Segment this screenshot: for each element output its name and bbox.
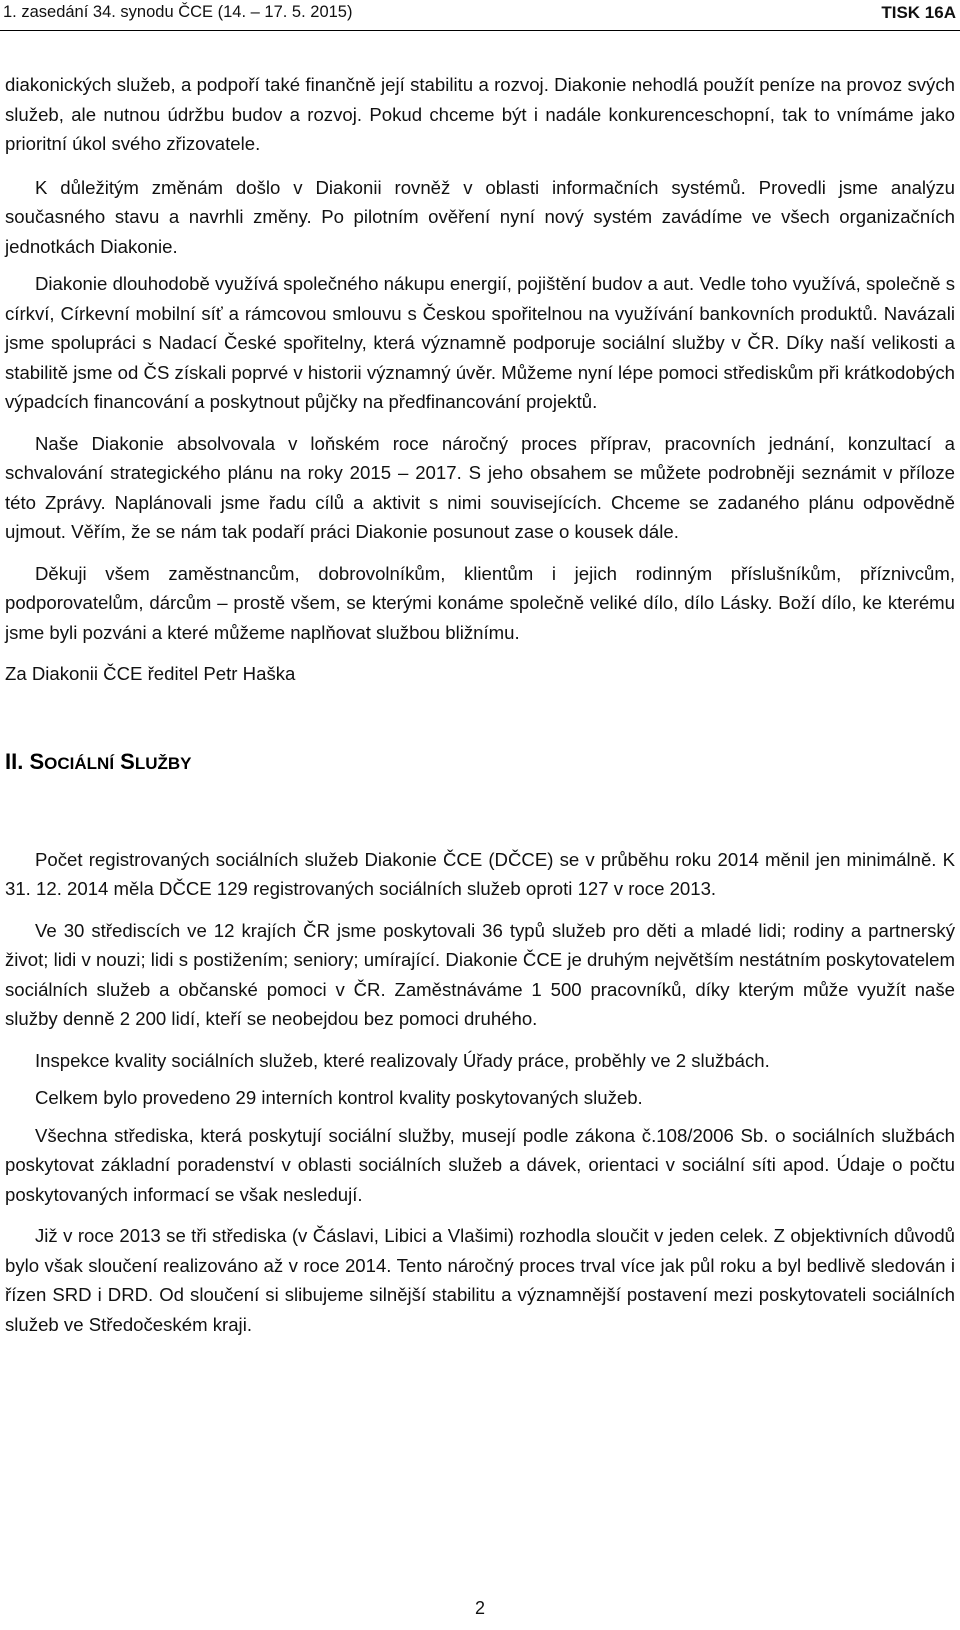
page-number: 2 (474, 1598, 485, 1618)
paragraph-information-systems: K důležitým změnám došlo v Diakonii rovněž v oblasti informačních systémů. Provedli jsme analýzu současného stavu a navrhli změny. Po pilotním ověření nyní nový systém zavádíme ve všech organizačních jednotkách Diakonie. (5, 176, 955, 257)
paragraph-basic-counselling: Všechna střediska, která poskytují sociální služby, musejí podle zákona č.108/2006 Sb. o sociálních službách poskytovat základní poradenství v oblasti sociálních služeb a dávek, orientaci v sociální síti apod. Údaje o počtu poskytovaných informací se však nesledují. (5, 1124, 955, 1205)
section-title-initial-2: S (120, 748, 135, 774)
signature: Za Diakonii ČCE ředitel Petr Haška (5, 663, 296, 684)
section-title-initial-1: S (29, 748, 45, 774)
paragraph-continuation: diakonických služeb, a podpoří také finančně její stabilitu a rozvoj. Diakonie nehodlá použít peníze na provoz svých služeb, ale nutnou údržbu budov a rozvoj. Pokud chceme být i nadále konkurenceschopní, tak to vnímáme jako prioritní úkol svého zřizovatele. (5, 74, 955, 154)
header-document-id: TISK 16A (881, 3, 956, 22)
paragraph-thanks: Děkuji všem zaměstnancům, dobrovolníkům, klientům i jejich rodinným příslušníkům, příznivcům, podporovatelům, dárcům – prostě všem, se kterými konáme společně veliké dílo, dílo Lásky. Boží dílo, ke kterému jsme byli pozváni a které můžeme naplňovat službou bližnímu. (5, 562, 955, 643)
section-title-rest-1: OCIÁLNÍ (44, 753, 115, 773)
paragraph-joint-purchasing: Diakonie dlouhodobě využívá společného nákupu energií, pojištění budov a aut. Vedle toho využívá, společně s církví, Církevní mobilní síť a rámcovou smlouvu s Českou spořitelnou na využívání bankovních produktů. Navázali jsme spolupráci s Nadací České spořitelny, která významně podporuje sociální služby v ČR. Díky naší velikosti a stabilitě jsme od ČS získali poprvé v historii významný úvěr. Můžeme nyní lépe pomoci střediskům při krátkodobých výpadcích financování a poskytnout půjčky na předfinancování projektů. (5, 273, 955, 412)
section-title-rest-2: LUŽBY (134, 753, 192, 773)
page-header (0, 0, 960, 31)
paragraph-strategic-plan: Naše Diakonie absolvovala v loňském roce náročný proces příprav, pracovních jednání, konzultací a schvalování strategického plánu na roky 2015 – 2017. S jeho obsahem se můžete podrobněji seznámit v příloze této Zprávy. Naplánovali jsme řadu cílů a aktivit s nimi souvisejících. Chceme se zadaného plánu odpovědně ujmout. Věřím, že se nám tak podaří práci Diakonie posunout zase o kousek dále. (5, 432, 955, 542)
header-meeting-title: 1. zasedání 34. synodu ČCE (14. – 17. 5. 2015) (3, 3, 353, 21)
section-title (29, 749, 191, 774)
paragraph-merger: Již v roce 2013 se tři střediska (v Čáslavi, Libici a Vlašimi) rozhodla sloučit v jeden celek. Z objektivních důvodů bylo však sloučení realizováno až v roce 2014. Tento náročný proces trval více jak půl roku a byl bedlivě sledován i řízen SRD i DRD. Od sloučení si slibujeme silnější stabilitu a významnější postavení mezi poskytovateli sociálních služeb ve Středočeském kraji. (5, 1225, 955, 1335)
section-heading (5, 747, 955, 779)
section-number: II. (5, 748, 24, 774)
document-body (5, 70, 955, 1339)
paragraph-registered-services: Počet registrovaných sociálních služeb Diakonie ČCE (DČCE) se v průběhu roku 2014 měnil jen minimálně. K 31. 12. 2014 měla DČCE 129 registrovaných sociálních služeb oproti 127 v roce 2013. (5, 848, 955, 899)
paragraph-centres-overview: Ve 30 střediscích ve 12 krajích ČR jsme poskytovali 36 typů služeb pro děti a mladé lidi; rodiny a partnerský život; lidi v nouzi; lidi s postižením; seniory; umírající. Diakonie ČCE je druhým největším nestátním poskytovatelem sociálních služeb a občanské pomoci v ČR. Zaměstnáváme 1 500 pracovníků, díky kterým může využít naše služby denně 2 200 lidí, kteří se neobejdou bez pomoci druhého. (5, 919, 955, 1029)
paragraph-internal-controls: Celkem bylo provedeno 29 interních kontrol kvality poskytovaných služeb. (35, 1087, 643, 1108)
paragraph-quality-inspections: Inspekce kvality sociálních služeb, které realizovaly Úřady práce, proběhly ve 2 službách. (35, 1049, 770, 1071)
